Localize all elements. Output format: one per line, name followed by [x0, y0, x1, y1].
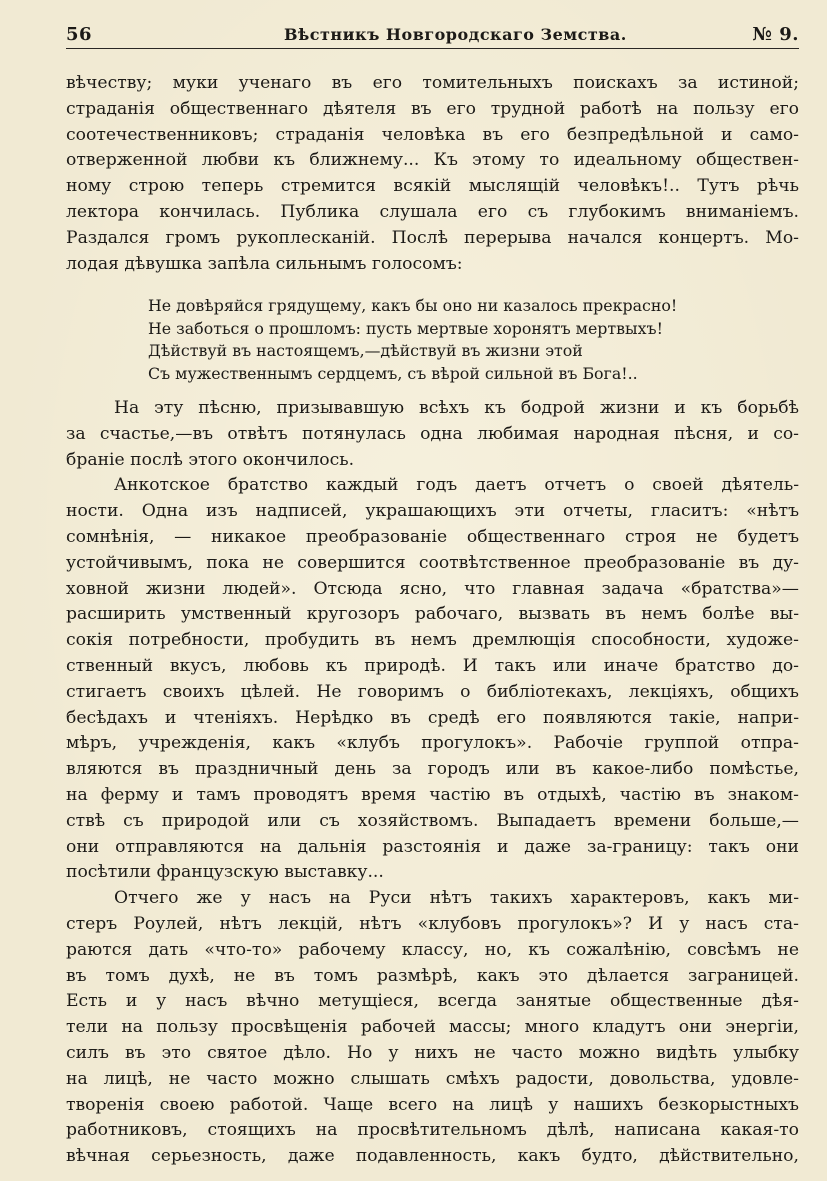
text-line: ствѣ съ природой или съ хозяйствомъ. Выпадаетъ времени больше,— [66, 810, 799, 831]
verse-line: Не заботься о прошломъ: пусть мертвые хоронятъ мертвыхъ! [148, 318, 663, 338]
text-line: страданія общественнаго дѣятеля въ его трудной работѣ на пользу его [66, 98, 799, 119]
text-line: сокія потребности, пробудить въ немъ дремлющія способности, художе- [66, 630, 799, 651]
text-line: на ферму и тамъ проводятъ время частію въ отдыхѣ, частію въ знаком- [66, 784, 799, 805]
text-line: Анкотское братство каждый годъ даетъ отчетъ о своей дѣятель- [114, 475, 799, 496]
text-line: лодая дѣвушка запѣла сильнымъ голосомъ: [66, 253, 463, 274]
verse-line: Дѣйствуй въ настоящемъ,—дѣйствуй въ жизни этой [148, 341, 583, 360]
header-rule [66, 48, 799, 49]
text-line: расширить умственный кругозоръ рабочаго, вызвать въ немъ болѣе вы- [66, 604, 799, 625]
text-line: ственный вкусъ, любовь къ природѣ. И такъ или иначе братство до- [66, 655, 799, 676]
issue-number: № 9. [752, 24, 799, 45]
text-line: творенія своею работой. Чаще всего на лицѣ у нашихъ безкорыстныхъ [66, 1094, 799, 1115]
text-line: бесѣдахъ и чтеніяхъ. Нерѣдко въ средѣ его появляются такіе, напри- [66, 707, 799, 728]
text-line: лектора кончилась. Публика слушала его съ глубокимъ вниманіемъ. [66, 201, 799, 222]
text-line: ховной жизни людей». Отсюда ясно, что главная задача «братства»— [66, 578, 799, 599]
text-line: стеръ Роулей, нѣтъ лекцій, нѣтъ «клубовъ прогулокъ»? И у насъ ста- [66, 913, 799, 934]
text-line: Раздался громъ рукоплесканій. Послѣ перерыва начался концертъ. Мо- [66, 227, 799, 248]
song-verse [148, 295, 677, 385]
text-line: на лицѣ, не часто можно слышать смѣхъ радости, довольства, удовле- [66, 1068, 799, 1089]
text-line: вѣчная серьезность, даже подавленность, какъ будто, дѣйствительно, [66, 1146, 799, 1167]
text-line: ности. Одна изъ надписей, украшающихъ эти отчеты, гласитъ: «нѣтъ [66, 501, 799, 522]
paragraph-2 [66, 396, 799, 1170]
paragraph-1 [66, 71, 799, 277]
text-line: отверженной любви къ ближнему... Къ этому то идеальному обществен- [66, 150, 799, 171]
text-line: устойчивымъ, пока не совершится соотвѣтственное преобразованіе въ ду- [66, 552, 799, 573]
text-line: вляются въ праздничный день за городъ или въ какое-либо помѣстье, [66, 759, 799, 780]
page-number: 56 [66, 24, 93, 45]
text-line: силъ въ это святое дѣло. Но у нихъ не часто можно видѣть улыбку [66, 1042, 799, 1063]
text-line: раются дать «что-то» рабочему классу, но, къ сожалѣнію, совсѣмъ не [66, 939, 799, 960]
text-line: мѣръ, учрежденія, какъ «клубъ прогулокъ». Рабочіе группой отпра- [66, 733, 799, 754]
verse-line: Не довѣряйся грядущему, какъ бы оно ни казалось прекрасно! [148, 296, 678, 315]
text-line: въ томъ духѣ, не въ томъ размѣрѣ, какъ это дѣлается заграницей. [66, 965, 799, 986]
journal-title: Вѣстникъ Новгородскаго Земства. [284, 25, 627, 44]
text-line: тели на пользу просвѣщенія рабочей массы; много кладутъ они энергіи, [66, 1017, 799, 1038]
text-line: за счастье,—въ отвѣтъ потянулась одна любимая народная пѣсня, и со- [66, 423, 799, 444]
verse-line: Съ мужественнымъ сердцемъ, съ вѣрой сильной въ Бога!.. [148, 363, 638, 383]
text-line: посѣтили французскую выставку... [66, 862, 384, 883]
text-line: Есть и у насъ вѣчно метущіеся, всегда занятые общественные дѣя- [66, 991, 799, 1012]
text-line: Отчего же у насъ на Руси нѣтъ такихъ характеровъ, какъ ми- [114, 888, 799, 909]
text-line: работниковъ, стоящихъ на просвѣтительномъ дѣлѣ, написана какая-то [66, 1120, 799, 1141]
text-line: ному строю теперь стремится всякій мыслящій человѣкъ!.. Тутъ рѣчь [66, 176, 799, 197]
page-header [66, 20, 799, 50]
text-line: сомнѣнія, — никакое преобразованіе общественнаго строя не будетъ [66, 526, 799, 547]
text-line: соотечественниковъ; страданія человѣка въ его безпредѣльной и само- [66, 124, 799, 145]
text-line: они отправляются на дальнія разстоянія и даже за-границу: такъ они [66, 836, 799, 857]
text-line: вѣчеству; муки ученаго въ его томительныхъ поискахъ за истиной; [66, 73, 799, 93]
text-line: стигаетъ своихъ цѣлей. Не говоримъ о библіотекахъ, лекціяхъ, общихъ [66, 681, 799, 702]
text-line: На эту пѣсню, призывавшую всѣхъ къ бодрой жизни и къ борьбѣ [114, 398, 799, 418]
text-line: браніе послѣ этого окончилось. [66, 449, 355, 470]
